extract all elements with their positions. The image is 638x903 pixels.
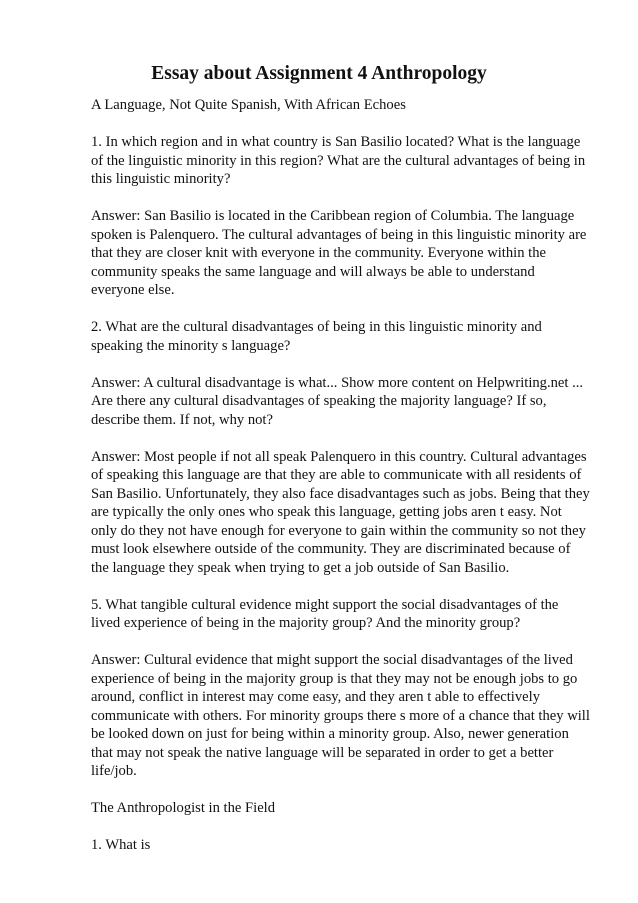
answer-1-paragraph: Answer: San Basilio is located in the Caribbean region of Columbia. The language spoken is Palenquero. The cultural advantages of being in this linguistic minority are that they are closer knit with everyone in the community. Everyone within the community speaks the same language and will always be able to understand everyone else.: [91, 208, 587, 298]
question-truncated-paragraph: 1. What is: [91, 837, 151, 853]
document-title: Essay about Assignment 4 Anthropology: [151, 63, 487, 84]
document-body: [91, 96, 591, 873]
section-heading-paragraph: The Anthropologist in the Field: [91, 800, 276, 816]
question-2-paragraph: 2. What are the cultural disadvantages of being in this linguistic minority and speaking the minority s language?: [91, 319, 542, 354]
answer-3-paragraph: Answer: Most people if not all speak Palenquero in this country. Cultural advantages of speaking this language are that they are able to communicate with all residents of San Basilio. Unfortunately, they also face disadvantages such as jobs. Being that they are typically the only ones who speak this language, getting jobs aren t easy. Not only do they not have enough for everyone to gain within the community so not they must look elsewhere outside of the community. They are discriminated because of the language they speak when trying to get a job outside of San Basilio.: [91, 448, 590, 576]
answer-5-paragraph: Answer: Cultural evidence that might support the social disadvantages of the lived experience of being in the majority group is that they may not be enough jobs to go around, conflict in interest may come easy, and they aren t able to effectively communicate with others. For minority groups there s more of a chance that they will be looked down on just for being within a minority group. Also, newer generation that may not speak the native language will be separated in order to get a better life/job.: [91, 652, 590, 779]
subtitle-paragraph: A Language, Not Quite Spanish, With African Echoes: [91, 97, 406, 113]
question-5-paragraph: 5. What tangible cultural evidence might support the social disadvantages of the lived experience of being in the majority group? And the minority group?: [91, 596, 559, 631]
answer-2-paragraph: Answer: A cultural disadvantage is what... Show more content on Helpwriting.net ... Are there any cultural disadvantages of speaking the majority language? If so, describe them. If not, why not?: [91, 374, 584, 428]
question-1-paragraph: 1. In which region and in what country is San Basilio located? What is the language of the linguistic minority in this region? What are the cultural advantages of being in this linguistic minority?: [91, 134, 586, 187]
